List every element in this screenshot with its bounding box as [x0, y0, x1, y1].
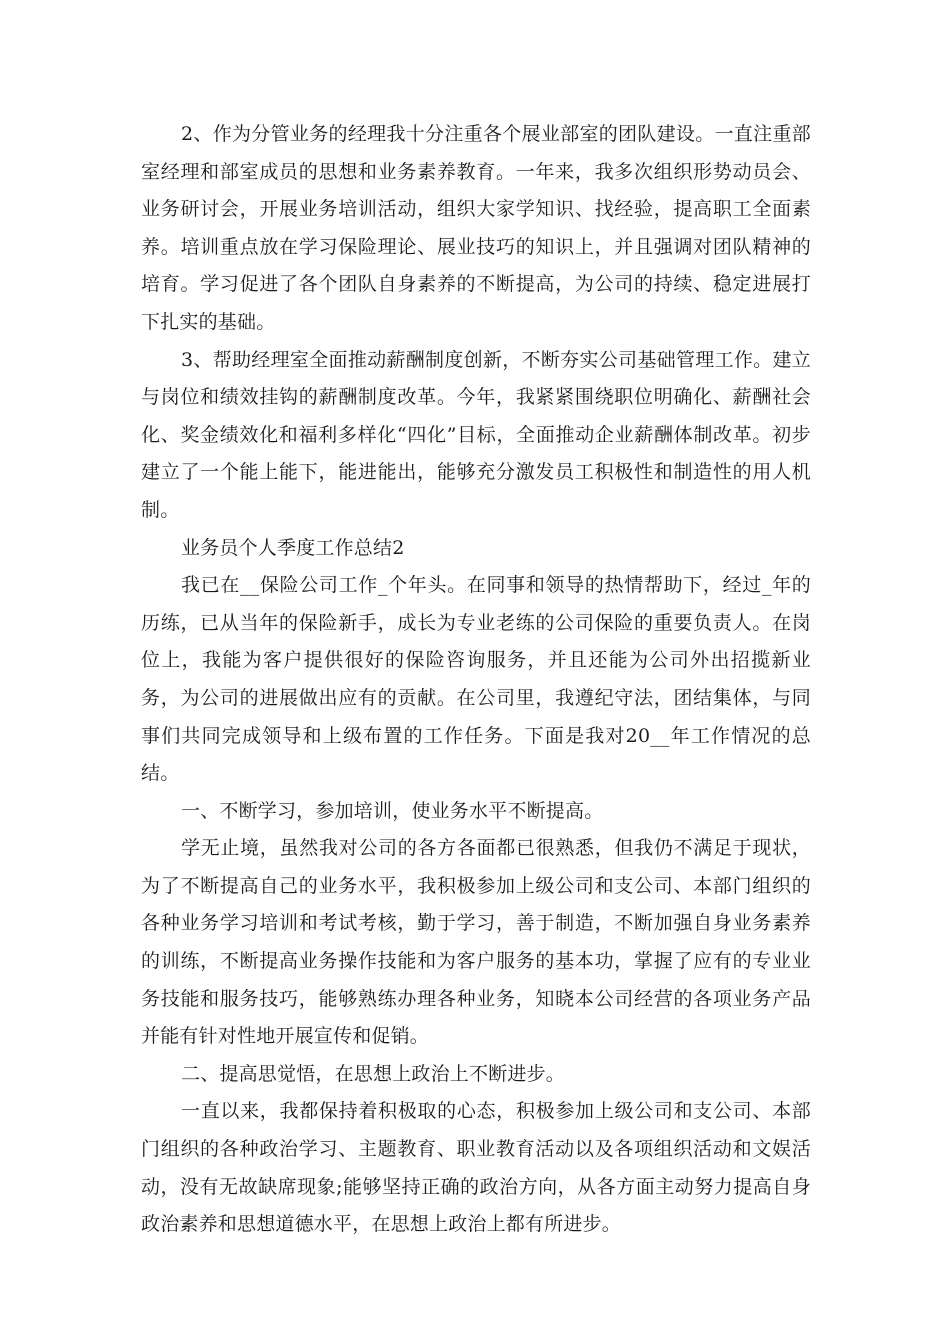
heading-learning: 一、不断学习，参加培训，使业务水平不断提高。 [181, 799, 604, 822]
section-title: 业务员个人季度工作总结2 [181, 536, 405, 559]
paragraph-team-building: 2、作为分管业务的经理我十分注重各个展业部室的团队建设。一直注重部室经理和部室成员的思想和业务素养教育。一年来，我多次组织形势动员会、业务研讨会，开展业务培训活动，组织大家学知识、找经验，提高职工全面素养。培训重点放在学习保险理论、展业技巧的知识上，并且强调对团队精神的培育。学习促进了各个团队自身素养的不断提高，为公司的持续、稳定进展打下扎实的基础。 [141, 123, 811, 333]
heading-political: 二、提高思觉悟，在思想上政治上不断进步。 [181, 1062, 566, 1085]
paragraph-intro: 我已在__保险公司工作_个年头。在同事和领导的热情帮助下，经过_年的历练，已从当年的保险新手，成长为专业老练的公司保险的重要负责人。在岗位上，我能为客户提供很好的保险咨询服务，并且还能为公司外出招揽新业务，为公司的进展做出应有的贡献。在公司里，我遵纪守法，团结集体，与同事们共同完成领导和上级布置的工作任务。下面是我对20__年工作情况的总结。 [141, 574, 811, 785]
paragraph-learning: 学无止境，虽然我对公司的各方各面都已很熟悉，但我仍不满足于现状，为了不断提高自己的业务水平，我积极参加上级公司和支公司、本部门组织的各种业务学习培训和考试考核，勤于学习，善于制造，不断加强自身业务素养的训练，不断提高业务操作技能和为客户服务的基本功，掌握了应有的专业业务技能和服务技巧，能够熟练办理各种业务，知晓本公司经营的各项业务产品并能有针对性地开展宣传和促销。 [141, 837, 811, 1048]
paragraph-salary-reform: 3、帮助经理室全面推动薪酬制度创新，不断夯实公司基础管理工作。建立与岗位和绩效挂钩的薪酬制度改革。今年，我紧紧围绕职位明确化、薪酬社会化、奖金绩效化和福利多样化“四化”目标，全面推动企业薪酬体制改革。初步建立了一个能上能下，能进能出，能够充分激发员工积极性和制造性的用人机制。 [141, 348, 811, 521]
document-body [141, 116, 811, 1244]
paragraph-political: 一直以来，我都保持着积极取的心态，积极参加上级公司和支公司、本部门组织的各种政治学习、主题教育、职业教育活动以及各项组织活动和文娱活动，没有无故缺席现象;能够坚持正确的政治方向，从各方面主动努力提高自身政治素养和思想道德水平，在思想上政治上都有所进步。 [141, 1100, 811, 1236]
